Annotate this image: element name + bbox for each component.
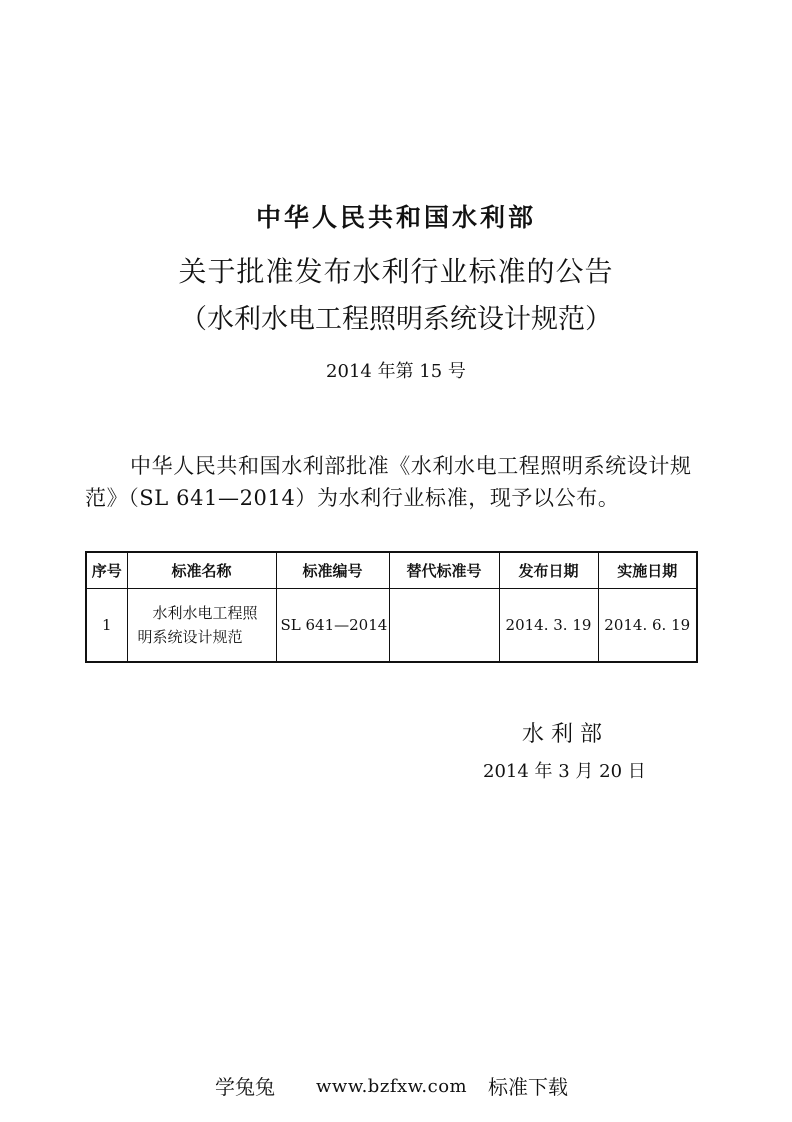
cell-seq: 1 [86,589,127,663]
table-row [86,589,697,663]
header-name: 标准名称 [127,552,276,589]
signature-issuer: 水 利 部 [522,722,602,747]
cell-name [127,589,276,663]
standards-table [85,551,698,663]
announcement-subtitle: （水利水电工程照明系统设计规范） [180,304,612,335]
header-publish-date: 发布日期 [499,552,598,589]
cell-code: SL 641—2014 [276,589,389,663]
body-line: 中华人民共和国水利部批准《水利水电工程照明系统设计规 [130,454,692,478]
announcement-title: 关于批准发布水利行业标准的公告 [178,255,614,288]
footer-tagline: 标准下载 [488,1075,568,1099]
announcement-body [85,450,725,514]
signature-date: 2014 年 3 月 20 日 [483,761,646,782]
announcement-number: 2014 年第 15 号 [326,361,466,382]
header-effective-date: 实施日期 [598,552,697,589]
cell-replaced [389,589,499,663]
cell-publish-date: 2014. 3. 19 [499,589,598,663]
table-header-row [86,552,697,589]
body-line: 范》（SL 641—2014）为水利行业标准，现予以公布。 [85,486,620,510]
issuing-ministry: 中华人民共和国水利部 [255,203,536,232]
header-code: 标准编号 [276,552,389,589]
header-replaced: 替代标准号 [389,552,499,589]
cell-effective-date: 2014. 6. 19 [598,589,697,663]
header-seq: 序号 [86,552,127,589]
footer-site-name: 学兔兔 [215,1075,275,1099]
footer-url: www.bzfxw.com [316,1076,468,1097]
cell-name-text: 水利水电工程照明系统设计规范 [137,604,258,646]
